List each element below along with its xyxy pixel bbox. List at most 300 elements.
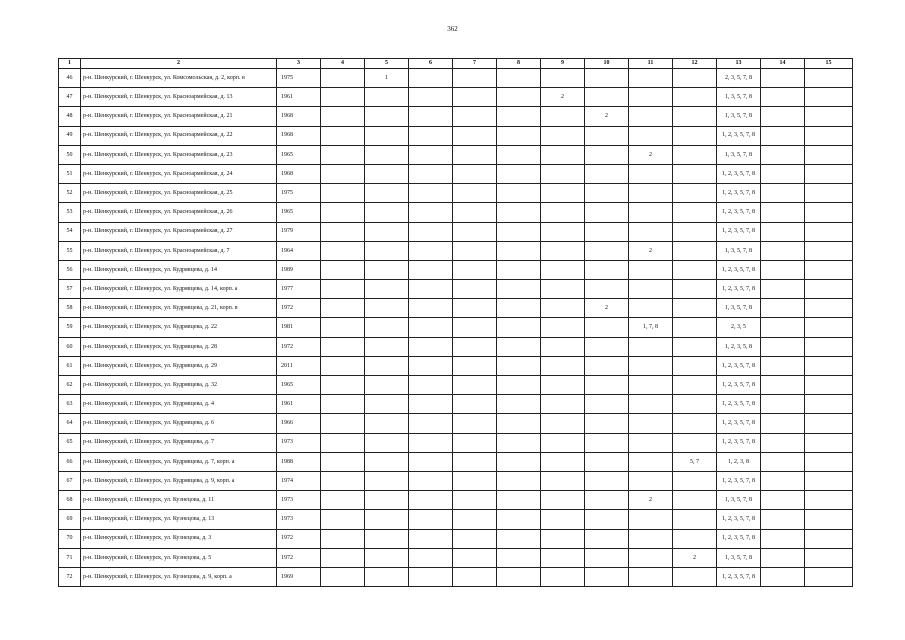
col8-cell [497,491,541,510]
col12-cell [673,260,717,279]
col12-cell [673,241,717,260]
year-cell: 1977 [277,280,321,299]
col10-cell [585,88,629,107]
row-number: 63 [59,395,81,414]
col13-cell: 1, 2, 3, 5, 7, 8 [717,203,761,222]
col12-cell [673,376,717,395]
column-header: 11 [629,59,673,69]
col14-cell [761,145,805,164]
row-number: 51 [59,164,81,183]
address-cell: р-н. Шенкурский, г. Шенкурск, ул. Кузнецова, д. 11 [81,491,277,510]
col8-cell [497,567,541,586]
col4-cell [321,567,365,586]
col6-cell [409,69,453,88]
col6-cell [409,260,453,279]
address-cell: р-н. Шенкурский, г. Шенкурск, ул. Красноармейская, д. 7 [81,241,277,260]
col5-cell [365,107,409,126]
col11-cell [629,471,673,490]
col8-cell [497,318,541,337]
year-cell: 1965 [277,203,321,222]
col11-cell [629,222,673,241]
col9-cell [541,299,585,318]
col5-cell [365,337,409,356]
col14-cell [761,299,805,318]
col5-cell [365,203,409,222]
column-header: 4 [321,59,365,69]
table-row [59,69,853,88]
col15-cell [805,433,853,452]
col14-cell [761,107,805,126]
col13-cell: 1, 2, 3, 5, 7, 8 [717,567,761,586]
col15-cell [805,184,853,203]
year-cell: 1968 [277,107,321,126]
col15-cell [805,414,853,433]
col4-cell [321,356,365,375]
col4-cell [321,260,365,279]
col5-cell [365,471,409,490]
col15-cell [805,452,853,471]
col11-cell [629,433,673,452]
col7-cell [453,529,497,548]
col7-cell [453,280,497,299]
year-cell: 1972 [277,299,321,318]
col5-cell [365,318,409,337]
col9-cell [541,145,585,164]
col7-cell [453,414,497,433]
col7-cell [453,184,497,203]
col8-cell [497,164,541,183]
column-header: 13 [717,59,761,69]
col15-cell [805,260,853,279]
col11-cell: 1, 7, 8 [629,318,673,337]
year-cell: 1973 [277,510,321,529]
col11-cell [629,548,673,567]
column-header: 14 [761,59,805,69]
col13-cell: 1, 2, 3, 5, 7, 8 [717,510,761,529]
col14-cell [761,414,805,433]
col7-cell [453,107,497,126]
col6-cell [409,318,453,337]
row-number: 66 [59,452,81,471]
col4-cell [321,299,365,318]
address-cell: р-н. Шенкурский, г. Шенкурск, ул. Красноармейская, д. 24 [81,164,277,183]
row-number: 56 [59,260,81,279]
col15-cell [805,222,853,241]
col15-cell [805,376,853,395]
col13-cell: 1, 2, 3, 5, 7, 8 [717,414,761,433]
col12-cell [673,299,717,318]
row-number: 64 [59,414,81,433]
housing-registry-table [58,58,853,587]
column-header: 7 [453,59,497,69]
col10-cell [585,337,629,356]
col6-cell [409,280,453,299]
col4-cell [321,203,365,222]
col12-cell [673,126,717,145]
col9-cell [541,318,585,337]
col4-cell [321,376,365,395]
col4-cell [321,280,365,299]
col15-cell [805,107,853,126]
col12-cell: 5, 7 [673,452,717,471]
col7-cell [453,145,497,164]
table-row [59,491,853,510]
col14-cell [761,203,805,222]
col8-cell [497,145,541,164]
col7-cell [453,356,497,375]
table-row [59,299,853,318]
col9-cell [541,203,585,222]
col6-cell [409,433,453,452]
col9-cell [541,433,585,452]
col7-cell [453,433,497,452]
col6-cell [409,88,453,107]
year-cell: 1974 [277,471,321,490]
col5-cell [365,280,409,299]
col15-cell [805,164,853,183]
col9-cell [541,567,585,586]
col11-cell [629,510,673,529]
col6-cell [409,567,453,586]
col7-cell [453,395,497,414]
col14-cell [761,88,805,107]
col8-cell [497,471,541,490]
col5-cell [365,145,409,164]
col10-cell [585,241,629,260]
address-cell: р-н. Шенкурский, г. Шенкурск, ул. Кудрявцева, д. 22 [81,318,277,337]
col9-cell [541,529,585,548]
col14-cell [761,280,805,299]
table-body [59,69,853,587]
col15-cell [805,299,853,318]
table-row [59,203,853,222]
col4-cell [321,414,365,433]
col13-cell: 1, 3, 5, 7, 8 [717,548,761,567]
year-cell: 1964 [277,241,321,260]
col15-cell [805,203,853,222]
col7-cell [453,567,497,586]
address-cell: р-н. Шенкурский, г. Шенкурск, ул. Кудрявцева, д. 7 [81,433,277,452]
col5-cell [365,452,409,471]
col7-cell [453,376,497,395]
col10-cell [585,491,629,510]
col6-cell [409,164,453,183]
col9-cell [541,260,585,279]
row-number: 67 [59,471,81,490]
col5-cell [365,491,409,510]
col7-cell [453,69,497,88]
col12-cell [673,318,717,337]
year-cell: 1989 [277,260,321,279]
table-row [59,395,853,414]
col14-cell [761,376,805,395]
col8-cell [497,126,541,145]
col9-cell [541,452,585,471]
col10-cell [585,69,629,88]
col4-cell [321,433,365,452]
col8-cell [497,433,541,452]
col13-cell: 1, 2, 3, 5, 7, 8 [717,280,761,299]
col7-cell [453,337,497,356]
col13-cell: 1, 2, 3, 5, 7, 8 [717,260,761,279]
col10-cell [585,356,629,375]
col7-cell [453,452,497,471]
col9-cell [541,414,585,433]
col11-cell [629,567,673,586]
col13-cell: 1, 2, 3, 5, 7, 8 [717,222,761,241]
year-cell: 1968 [277,164,321,183]
year-cell: 1968 [277,126,321,145]
col14-cell [761,164,805,183]
column-header: 8 [497,59,541,69]
col14-cell [761,356,805,375]
col15-cell [805,567,853,586]
col6-cell [409,452,453,471]
col15-cell [805,88,853,107]
address-cell: р-н. Шенкурский, г. Шенкурск, ул. Кузнецова, д. 9, корп. а [81,567,277,586]
col4-cell [321,471,365,490]
col15-cell [805,395,853,414]
col9-cell [541,222,585,241]
col12-cell [673,529,717,548]
col13-cell: 1, 2, 3, 5, 7, 8 [717,529,761,548]
address-cell: р-н. Шенкурский, г. Шенкурск, ул. Красноармейская, д. 23 [81,145,277,164]
col13-cell: 1, 2, 3, 5, 7, 8 [717,126,761,145]
col14-cell [761,260,805,279]
col12-cell [673,203,717,222]
col11-cell [629,414,673,433]
address-cell: р-н. Шенкурский, г. Шенкурск, ул. Кудрявцева, д. 21, корп. в [81,299,277,318]
col8-cell [497,260,541,279]
col8-cell [497,299,541,318]
col12-cell [673,510,717,529]
col9-cell [541,280,585,299]
col12-cell [673,164,717,183]
col11-cell [629,88,673,107]
col4-cell [321,510,365,529]
col12-cell [673,567,717,586]
year-cell: 1972 [277,548,321,567]
col9-cell [541,69,585,88]
col13-cell: 1, 2, 3, 5, 8 [717,337,761,356]
col11-cell [629,529,673,548]
col12-cell: 2 [673,548,717,567]
col5-cell [365,395,409,414]
col12-cell [673,414,717,433]
col5-cell [365,433,409,452]
col15-cell [805,337,853,356]
col5-cell [365,548,409,567]
col13-cell: 2, 3, 5 [717,318,761,337]
col5-cell [365,510,409,529]
address-cell: р-н. Шенкурский, г. Шенкурск, ул. Кудрявцева, д. 6 [81,414,277,433]
year-cell: 1975 [277,184,321,203]
page-number: 362 [447,25,458,33]
table-row [59,88,853,107]
col13-cell: 1, 2, 3, 5, 7, 8 [717,395,761,414]
col11-cell [629,203,673,222]
col7-cell [453,164,497,183]
col15-cell [805,491,853,510]
col9-cell [541,241,585,260]
col5-cell [365,260,409,279]
col9-cell: 2 [541,88,585,107]
col9-cell [541,548,585,567]
col14-cell [761,548,805,567]
col13-cell: 1, 3, 5, 7, 8 [717,491,761,510]
col7-cell [453,510,497,529]
col4-cell [321,337,365,356]
col12-cell [673,395,717,414]
col12-cell [673,88,717,107]
row-number: 50 [59,145,81,164]
col10-cell [585,395,629,414]
col7-cell [453,222,497,241]
year-cell: 1969 [277,567,321,586]
col4-cell [321,491,365,510]
col14-cell [761,337,805,356]
table-row [59,164,853,183]
col6-cell [409,510,453,529]
table-row [59,452,853,471]
address-cell: р-н. Шенкурский, г. Шенкурск, ул. Кудрявцева, д. 14 [81,260,277,279]
address-cell: р-н. Шенкурский, г. Шенкурск, ул. Кузнецова, д. 13 [81,510,277,529]
col14-cell [761,510,805,529]
column-header: 1 [59,59,81,69]
table-row [59,548,853,567]
row-number: 72 [59,567,81,586]
address-cell: р-н. Шенкурский, г. Шенкурск, ул. Кудрявцева, д. 32 [81,376,277,395]
col15-cell [805,529,853,548]
row-number: 62 [59,376,81,395]
col5-cell [365,567,409,586]
col10-cell [585,414,629,433]
col5-cell [365,529,409,548]
col13-cell: 1, 2, 3, 5, 7, 8 [717,471,761,490]
table-row [59,241,853,260]
year-cell: 1961 [277,395,321,414]
col6-cell [409,529,453,548]
column-header: 6 [409,59,453,69]
col11-cell [629,107,673,126]
col6-cell [409,126,453,145]
col8-cell [497,356,541,375]
table-row [59,107,853,126]
col11-cell [629,280,673,299]
column-header: 12 [673,59,717,69]
year-cell: 1965 [277,376,321,395]
address-cell: р-н. Шенкурский, г. Шенкурск, ул. Красноармейская, д. 25 [81,184,277,203]
col8-cell [497,184,541,203]
col13-cell: 1, 3, 5, 7, 8 [717,145,761,164]
row-number: 69 [59,510,81,529]
col5-cell [365,356,409,375]
col10-cell [585,280,629,299]
col4-cell [321,88,365,107]
table-row [59,145,853,164]
year-cell: 2011 [277,356,321,375]
col12-cell [673,337,717,356]
col6-cell [409,107,453,126]
row-number: 57 [59,280,81,299]
col12-cell [673,107,717,126]
col7-cell [453,126,497,145]
col12-cell [673,356,717,375]
col15-cell [805,280,853,299]
col10-cell [585,145,629,164]
col9-cell [541,471,585,490]
col8-cell [497,107,541,126]
col13-cell: 1, 2, 3, 5, 7, 8 [717,376,761,395]
col6-cell [409,548,453,567]
col6-cell [409,145,453,164]
col11-cell: 2 [629,145,673,164]
col13-cell: 1, 3, 5, 7, 8 [717,299,761,318]
col9-cell [541,491,585,510]
col11-cell [629,184,673,203]
col5-cell [365,299,409,318]
col8-cell [497,510,541,529]
col7-cell [453,88,497,107]
col8-cell [497,203,541,222]
col13-cell: 1, 2, 3, 5, 7, 8 [717,184,761,203]
col11-cell [629,376,673,395]
col11-cell [629,299,673,318]
row-number: 70 [59,529,81,548]
col15-cell [805,318,853,337]
col7-cell [453,260,497,279]
row-number: 55 [59,241,81,260]
col6-cell [409,184,453,203]
col9-cell [541,376,585,395]
col4-cell [321,452,365,471]
col14-cell [761,529,805,548]
table-row [59,510,853,529]
col15-cell [805,548,853,567]
address-cell: р-н. Шенкурский, г. Шенкурск, ул. Красноармейская, д. 27 [81,222,277,241]
col14-cell [761,471,805,490]
col14-cell [761,452,805,471]
col12-cell [673,184,717,203]
col8-cell [497,88,541,107]
col10-cell [585,203,629,222]
table-row [59,318,853,337]
col10-cell [585,376,629,395]
col14-cell [761,126,805,145]
col8-cell [497,548,541,567]
col7-cell [453,471,497,490]
col11-cell: 2 [629,491,673,510]
table-row [59,376,853,395]
col8-cell [497,529,541,548]
col14-cell [761,433,805,452]
table-row [59,222,853,241]
col10-cell [585,433,629,452]
col6-cell [409,203,453,222]
row-number: 52 [59,184,81,203]
col7-cell [453,241,497,260]
col9-cell [541,395,585,414]
col15-cell [805,510,853,529]
col14-cell [761,395,805,414]
col14-cell [761,241,805,260]
col5-cell [365,88,409,107]
col4-cell [321,318,365,337]
col15-cell [805,126,853,145]
col7-cell [453,299,497,318]
col8-cell [497,337,541,356]
col6-cell [409,414,453,433]
